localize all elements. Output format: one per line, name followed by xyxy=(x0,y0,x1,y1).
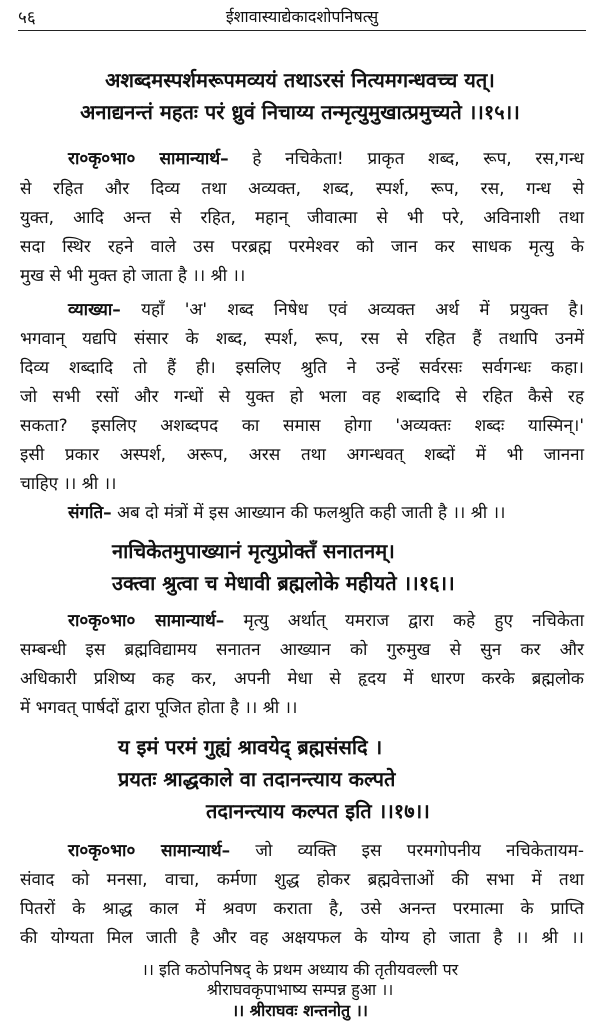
verse-15-line-2: अनाद्यनन्तं महतः परं ध्रुवं निचाय्य तन्मृत्युमुखात्प्रमुच्यते ।।१५।। xyxy=(80,100,520,124)
verse-16-line-2: उक्त्वा श्रुत्वा च मेधावी ब्रह्मलोके महीयते ।।१६।। xyxy=(112,571,455,595)
meaning-16-text: मृत्यु अर्थात् यमराज द्वारा कहे हुए नचिकेता xyxy=(243,611,584,631)
vyakhya-line-4: जो सभी रसों और गन्धों से युक्त हो भला वह शब्दादि से रहित कैसे रह xyxy=(20,387,584,407)
meaning-15-line-4: सदा स्थिर रहने वाले उस परब्रह्म परमेश्वर को जान कर साधक मृत्यु के xyxy=(20,237,584,257)
page-number: ५६ xyxy=(18,8,36,28)
meaning-15-label: रा०कृ०भा० सामान्यार्थ– xyxy=(68,149,229,169)
vyakhya-line-5: सकता? इसलिए अशब्दपद का समास होगा 'अव्यक्तः शब्दः यास्मिन्।' xyxy=(20,416,584,436)
sangati-label: संगति– xyxy=(68,503,112,523)
vyakhya-line-3: दिव्य शब्दादि तो हैं ही। इसलिए श्रुति ने उन्हें सर्वरसः सर्वगन्धः कहा। xyxy=(20,358,584,378)
meaning-16-line-4: में भगवत् पार्षदों द्वारा पूजित होता है ।। श्री ।। xyxy=(20,698,298,718)
verse-17-line-1: य इमं परमं गुह्यं श्रावयेद् ब्रह्मसंसदि । xyxy=(118,735,383,759)
verse-15-line-1: अशब्दमस्पर्शमरूपमव्ययं तथाऽरसं नित्यमगन्धवच्च यत्। xyxy=(105,68,495,92)
sangati-text: अब दो मंत्रों में इस आख्यान की फलश्रुति कही जाती है ।। श्री ।। xyxy=(117,503,506,523)
meaning-15-text: हे नचिकेता! प्राकृत शब्द, रूप, रस,गन्ध xyxy=(252,149,584,169)
meaning-17-label: रा०कृ०भा० सामान्यार्थ– xyxy=(68,841,231,861)
meaning-15-line-2: से रहित और दिव्य तथा अव्यक्त, शब्द, स्पर्श, रूप, रस, गन्ध से xyxy=(20,179,584,199)
verse-16-line-1: नाचिकेतमुपाख्यानं मृत्युप्रोक्तँ सनातनम्। xyxy=(112,539,395,563)
meaning-17-line-4: की योग्यता मिल जाती है और वह अक्षयफल के योग्य हो जाता है ।। श्री ।। xyxy=(20,928,584,948)
meaning-17-line-2: संवाद को मनसा, वाचा, कर्मणा शुद्ध होकर ब्रह्मवेत्ताओं की सभा में तथा xyxy=(20,870,584,890)
meaning-15-line-3: युक्त, आदि अन्त से रहित, महान् जीवात्मा से भी परे, अविनाशी तथा xyxy=(20,208,584,228)
meaning-16-line-2: सम्बन्धी इस ब्रह्मविद्यामय सनातन आख्यान को गुरुमुख से सुन कर और xyxy=(20,640,584,660)
page-header xyxy=(18,2,586,31)
verse-17-line-3: तदानन्त्याय कल्पत इति ।।१७।। xyxy=(206,799,430,823)
colophon-line-3: ।। श्रीराघवः शन्तनोतु ।। xyxy=(232,1001,368,1020)
vyakhya-line-2: भगवान् यद्यपि संसार के शब्द, स्पर्श, रूप, रस से रहित हैं तथापि उनमें xyxy=(20,329,584,349)
meaning-16-line-1 xyxy=(68,608,584,631)
vyakhya-line-6: इसी प्रकार अस्पर्श, अरूप, अरस तथा अगन्धवत् शब्दों में भी जानना xyxy=(20,445,584,465)
vyakhya-label: व्याख्या– xyxy=(68,300,121,320)
meaning-17-text: जो व्यक्ति इस परमगोपनीय नचिकेतायम- xyxy=(255,841,584,861)
sangati-line xyxy=(68,500,584,523)
vyakhya-line-7: चाहिए ।। श्री ।। xyxy=(20,474,117,494)
meaning-17-line-3: पितरों के श्राद्ध काल में श्रवण कराता है, उसे अनन्त परमात्मा के प्राप्ति xyxy=(20,899,584,919)
vyakhya-text: यहाँ 'अ' शब्द निषेध एवं अव्यक्त अर्थ में प्रयुक्त है। xyxy=(141,300,585,320)
vyakhya-line-1 xyxy=(68,297,584,320)
colophon-line-2: श्रीराघवकृपाभाष्य सम्पन्न हुआ ।। xyxy=(206,980,394,999)
running-title: ईशावास्याद्येकादशोपनिषत्सु xyxy=(225,7,379,26)
meaning-15-line-1 xyxy=(68,146,584,169)
meaning-16-line-3: अधिकारी प्रशिष्य कह कर, अपनी मेधा से हृदय में धारण करके ब्रह्मलोक xyxy=(20,669,584,689)
meaning-15-line-5: मुख से भी मुक्त हो जाता है ।। श्री ।। xyxy=(20,266,246,286)
meaning-16-label: रा०कृ०भा० सामान्यार्थ– xyxy=(68,611,225,631)
colophon-line-1: ।। इति कठोपनिषद् के प्रथम अध्याय की तृतीयवल्ली पर xyxy=(141,960,459,979)
verse-17-line-2: प्रयतः श्राद्धकाले वा तदानन्त्याय कल्पते xyxy=(118,767,396,791)
meaning-17-line-1 xyxy=(68,838,584,861)
